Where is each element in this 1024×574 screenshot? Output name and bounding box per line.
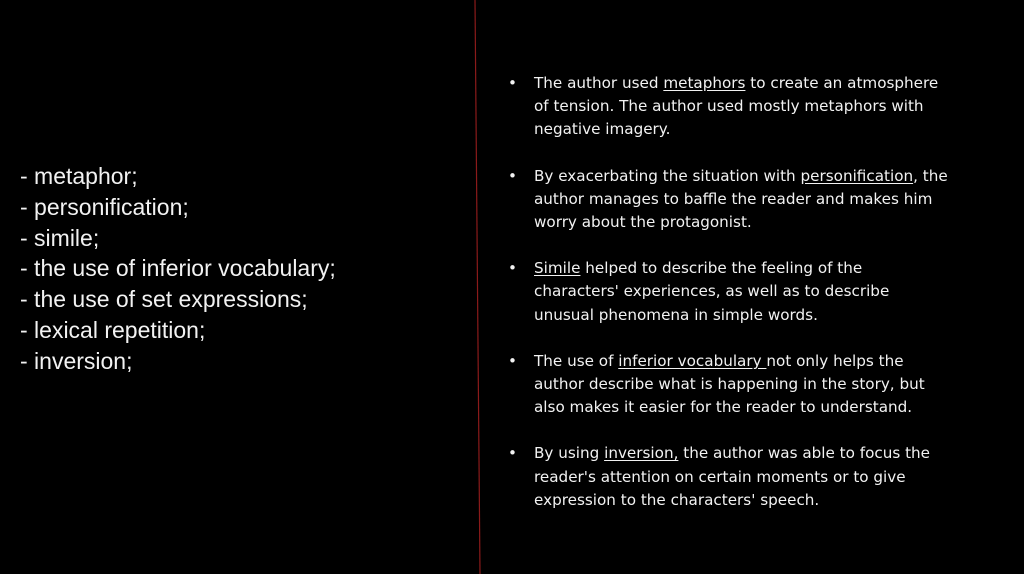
explanation-text-after: the author was able to focus the reader's attention on certain moments or to give expression to the characters' speech.: [534, 444, 931, 509]
device-list: [20, 161, 460, 377]
explanation-item-personification: [508, 165, 948, 235]
explanation-text-before: By exacerbating the situation with: [534, 166, 801, 185]
explanation-keyword: inferior vocabulary: [618, 351, 767, 370]
explanation-keyword: personification: [800, 166, 914, 185]
bullet-icon: •: [508, 166, 517, 185]
explanation-list: [508, 72, 948, 512]
bullet-icon: •: [508, 351, 517, 370]
device-item-metaphor: - metaphor;: [20, 163, 138, 189]
explanation-text-after: not only helps the author describe what is happening in the story, but also makes it easier for the reader to understand.: [534, 351, 925, 417]
bullet-icon: •: [508, 259, 517, 278]
explanation-keyword: inversion,: [604, 444, 679, 463]
bullet-icon: •: [508, 74, 517, 92]
explanation-text-after: , the author manages to baffle the reader and makes him worry about the protagonist.: [534, 166, 948, 232]
device-item-inversion: - inversion;: [20, 347, 133, 374]
explanation-item-metaphors: [508, 72, 948, 142]
explanation-text-before: The author used: [534, 74, 664, 92]
explanation-keyword: Simile: [534, 259, 581, 278]
explanation-item-inferior-vocabulary: [508, 350, 948, 420]
explanation-keyword: metaphors: [663, 74, 746, 92]
device-item-set-expressions: - the use of set expressions;: [20, 286, 308, 313]
bullet-icon: •: [508, 444, 517, 463]
explanation-item-inversion: [508, 442, 948, 512]
device-item-simile: - simile;: [20, 224, 100, 251]
device-item-lexical-repetition: - lexical repetition;: [20, 316, 206, 343]
explanation-text-before: The use of: [534, 351, 619, 370]
explanation-text-after: helped to describe the feeling of the characters' experiences, as well as to describe unusual phenomena in simple words.: [534, 259, 890, 324]
explanation-text-after: to create an atmosphere of tension. The author used mostly metaphors with negative imagery.: [534, 74, 939, 139]
divider-stroke: [475, 0, 480, 574]
device-item-personification: - personification;: [20, 193, 189, 220]
explanation-item-simile: [508, 257, 948, 327]
explanation-text-before: By using: [534, 444, 605, 463]
device-item-inferior-vocabulary: - the use of inferior vocabulary;: [20, 255, 336, 282]
